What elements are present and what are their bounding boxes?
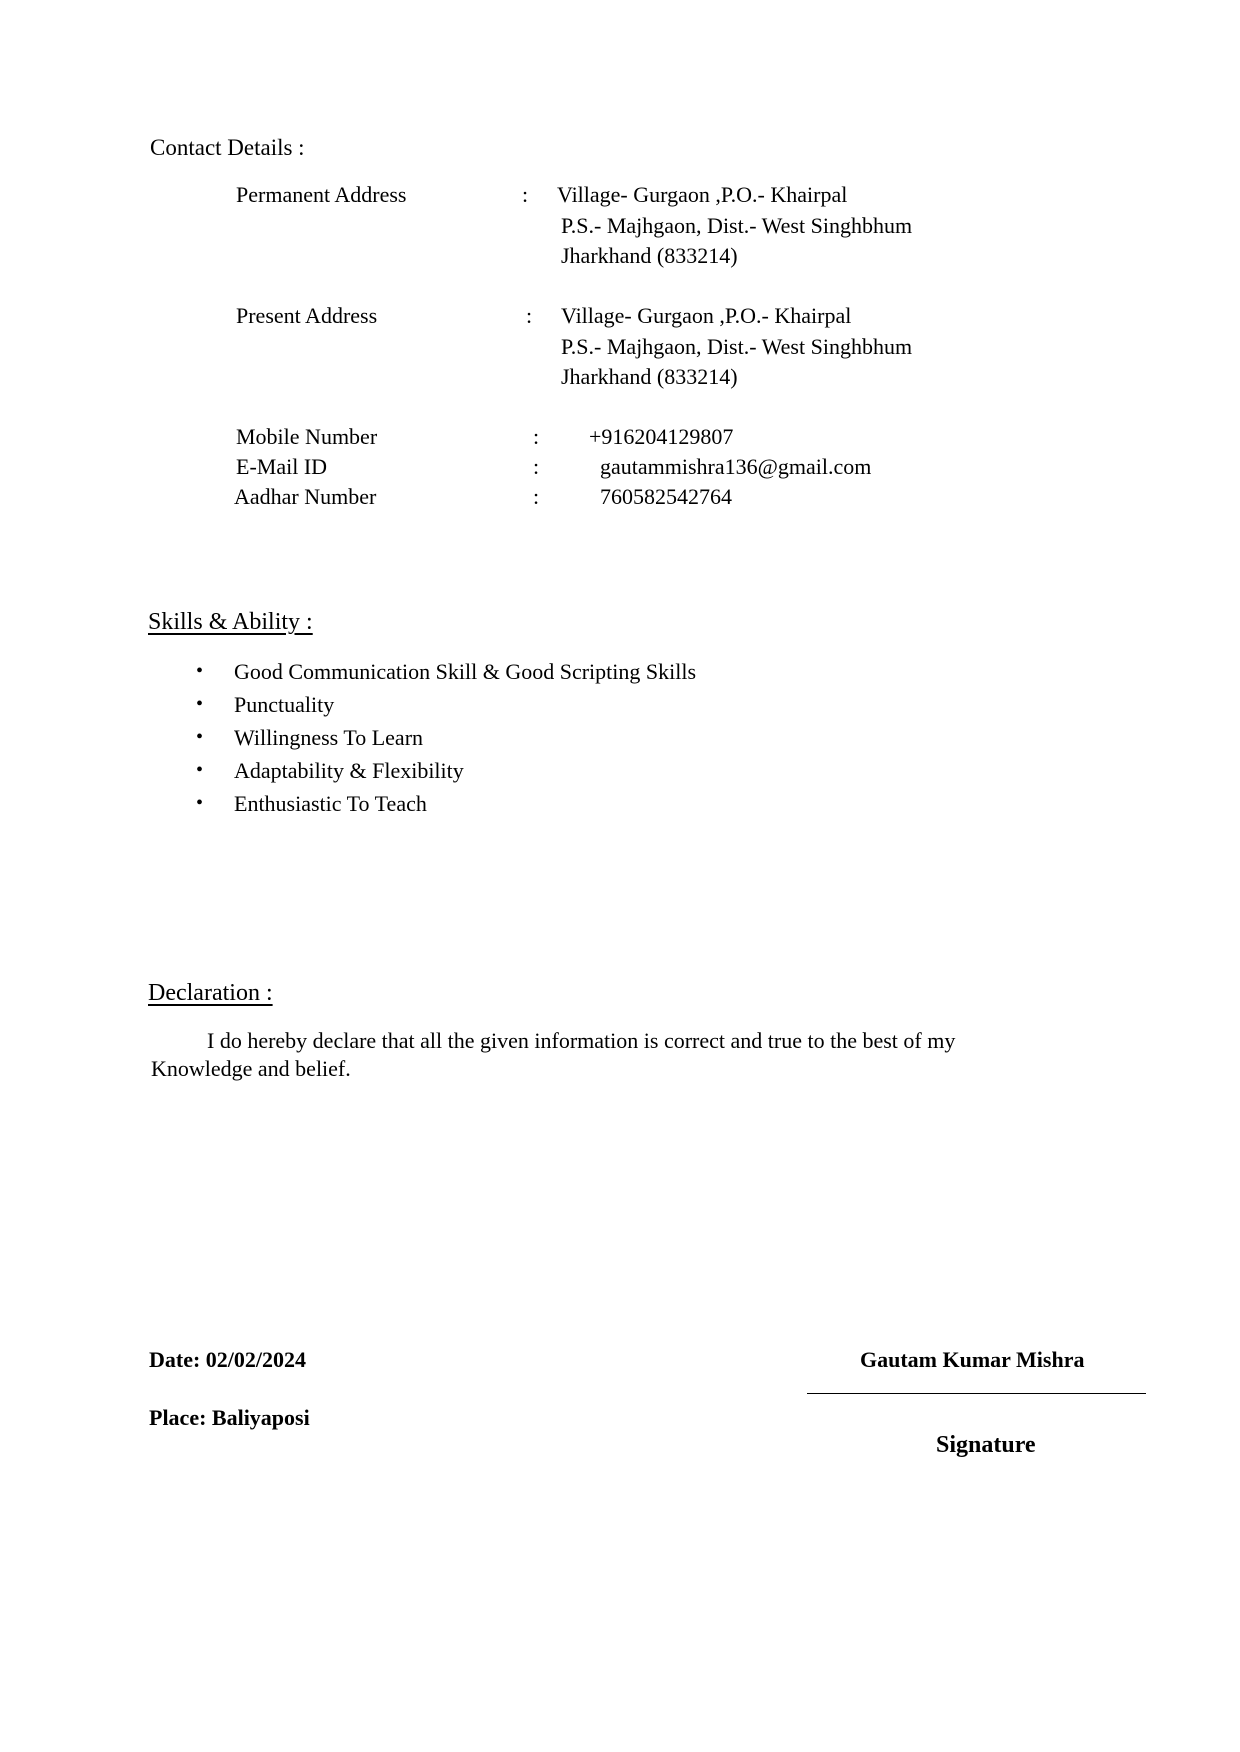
bullet-icon: •: [196, 792, 204, 814]
permanent-address-label: Permanent Address: [236, 182, 407, 207]
declaration-text-line-2: Knowledge and belief.: [151, 1056, 351, 1081]
mobile-number-label: Mobile Number: [236, 424, 378, 449]
present-address-label: Present Address: [236, 303, 378, 328]
bullet-icon: •: [196, 693, 204, 715]
skill-item-2: Punctuality: [234, 692, 335, 717]
date-text: Date: 02/02/2024: [149, 1347, 307, 1372]
signature-label: Signature: [936, 1432, 1036, 1458]
declaration-text-line-1: I do hereby declare that all the given information is correct and true to the best of my: [207, 1028, 956, 1053]
present-address-line-1: Village- Gurgaon ,P.O.- Khairpal: [561, 303, 852, 328]
skill-item-3: Willingness To Learn: [234, 725, 424, 750]
signatory-name: Gautam Kumar Mishra: [860, 1347, 1085, 1372]
place-text: Place: Baliyaposi: [149, 1405, 310, 1430]
aadhar-number-value: 760582542764: [600, 484, 732, 509]
aadhar-number-label: Aadhar Number: [234, 484, 377, 509]
email-label: E-Mail ID: [236, 454, 328, 479]
bullet-icon: •: [196, 726, 204, 748]
contact-details-heading: Contact Details :: [150, 135, 305, 160]
signature-line: [807, 1393, 1146, 1394]
skill-item-1: Good Communication Skill & Good Scripting Skills: [234, 659, 697, 684]
present-address-separator: :: [526, 303, 533, 328]
permanent-address-separator: :: [522, 182, 529, 207]
email-value: gautammishra136@gmail.com: [600, 454, 872, 479]
aadhar-number-separator: :: [533, 484, 540, 509]
present-address-line-3: Jharkhand (833214): [561, 364, 738, 389]
present-address-line-2: P.S.- Majhgaon, Dist.- West Singhbhum: [561, 334, 913, 359]
permanent-address-line-1: Village- Gurgaon ,P.O.- Khairpal: [557, 182, 848, 207]
skill-item-4: Adaptability & Flexibility: [234, 758, 464, 783]
skills-heading: Skills & Ability :: [148, 609, 313, 635]
bullet-icon: •: [196, 759, 204, 781]
mobile-number-separator: :: [533, 424, 540, 449]
declaration-heading: Declaration :: [148, 980, 273, 1006]
mobile-number-value: +916204129807: [589, 424, 734, 449]
permanent-address-line-2: P.S.- Majhgaon, Dist.- West Singhbhum: [561, 213, 913, 238]
permanent-address-line-3: Jharkhand (833214): [561, 243, 738, 268]
bullet-icon: •: [196, 660, 204, 682]
skill-item-5: Enthusiastic To Teach: [234, 791, 427, 816]
email-separator: :: [533, 454, 540, 479]
